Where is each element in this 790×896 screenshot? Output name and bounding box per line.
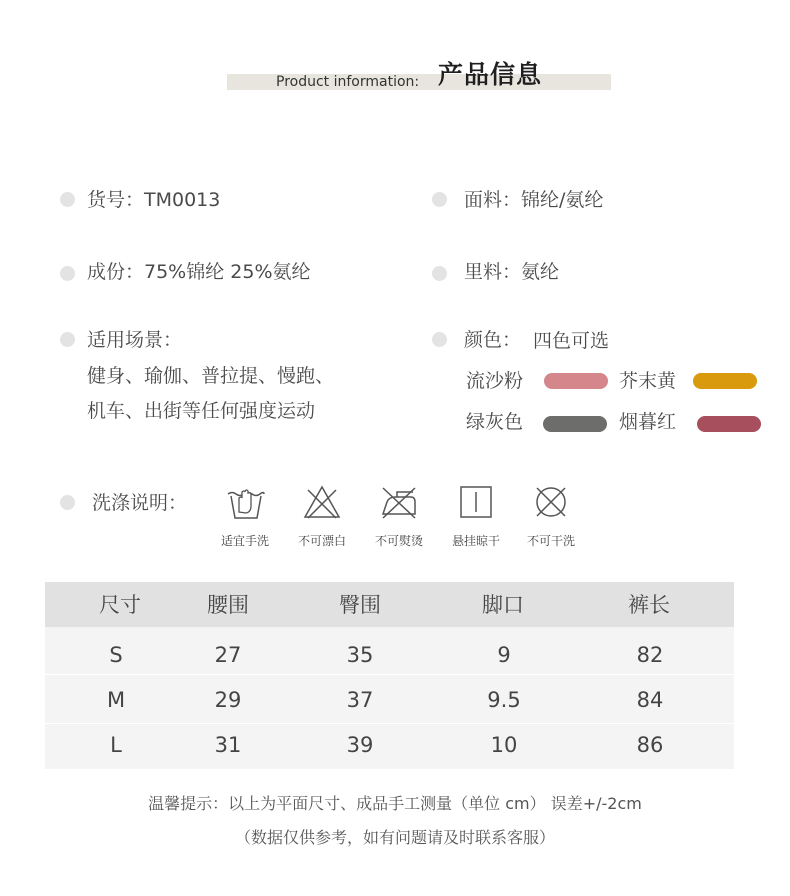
scenes-line-2: 机车、出街等任何强度运动: [87, 400, 316, 422]
measurement-note: 温馨提示：以上为平面尺寸、成品手工测量（单位 cm） 误差+/-2cm: [148, 794, 642, 813]
table-cell: 37: [346, 688, 374, 712]
no-dry-clean-icon: [531, 482, 571, 522]
colors-value: 四色可选: [533, 330, 610, 352]
scenes-line-1: 健身、瑜伽、普拉提、慢跑、: [87, 365, 335, 387]
care-item-label: 不可熨烫: [374, 534, 423, 548]
row-divider: [45, 674, 734, 675]
care-label: 洗涤说明：: [92, 492, 188, 514]
reference-note: （数据仅供参考，如有问题请及时联系客服）: [234, 828, 555, 847]
table-cell: 31: [214, 733, 242, 757]
bullet-dot: [432, 266, 447, 281]
table-cell: 29: [214, 688, 242, 712]
title-english: Product information:: [276, 74, 420, 90]
care-item-label: 不可漂白: [297, 534, 346, 548]
table-header-cell: 尺寸: [99, 593, 141, 617]
bullet-dot: [60, 266, 75, 281]
lining: 里料：氨纶: [464, 261, 560, 283]
scenes-label: 适用场景：: [87, 329, 183, 351]
color-swatch: [544, 373, 608, 389]
table-header-cell: 脚口: [482, 593, 524, 617]
size-table: [45, 582, 734, 769]
colors-label: 颜色：: [464, 329, 522, 351]
table-cell: S: [109, 643, 123, 667]
hang-dry-icon: [456, 482, 496, 522]
table-cell: L: [110, 733, 122, 757]
title-chinese: 产品信息: [438, 60, 543, 89]
bullet-dot: [60, 332, 75, 347]
table-cell: 9: [497, 643, 511, 667]
bullet-dot: [432, 332, 447, 347]
no-bleach-icon: [302, 482, 342, 522]
table-cell: 86: [636, 733, 664, 757]
table-header-cell: 腰围: [207, 593, 249, 617]
table-cell: 10: [490, 733, 518, 757]
color-name: 芥末黄: [619, 370, 677, 392]
table-cell: 39: [346, 733, 374, 757]
bullet-dot: [60, 495, 75, 510]
table-header-cell: 臀围: [339, 593, 381, 617]
row-divider: [45, 723, 734, 724]
color-swatch: [693, 373, 757, 389]
table-cell: 82: [636, 643, 664, 667]
no-iron-icon: [379, 482, 419, 522]
item-number: 货号：TM0013: [87, 189, 221, 211]
fabric: 面料：锦纶/氨纶: [464, 189, 604, 211]
hand-wash-icon: [226, 482, 266, 522]
composition: 成份：75%锦纶 25%氨纶: [87, 261, 311, 283]
table-cell: M: [106, 688, 126, 712]
color-swatch: [697, 416, 761, 432]
color-swatch: [543, 416, 607, 432]
color-name: 绿灰色: [466, 411, 524, 433]
care-item-label: 不可干洗: [526, 534, 575, 548]
table-cell: 35: [346, 643, 374, 667]
care-item-label: 悬挂晾干: [451, 534, 500, 548]
color-name: 流沙粉: [466, 370, 524, 392]
table-header-cell: 裤长: [628, 593, 670, 617]
bullet-dot: [432, 192, 447, 207]
bullet-dot: [60, 192, 75, 207]
care-item-label: 适宜手洗: [220, 534, 269, 548]
table-cell: 9.5: [487, 688, 521, 712]
color-name: 烟暮红: [619, 411, 677, 433]
table-cell: 27: [214, 643, 242, 667]
table-cell: 84: [636, 688, 664, 712]
